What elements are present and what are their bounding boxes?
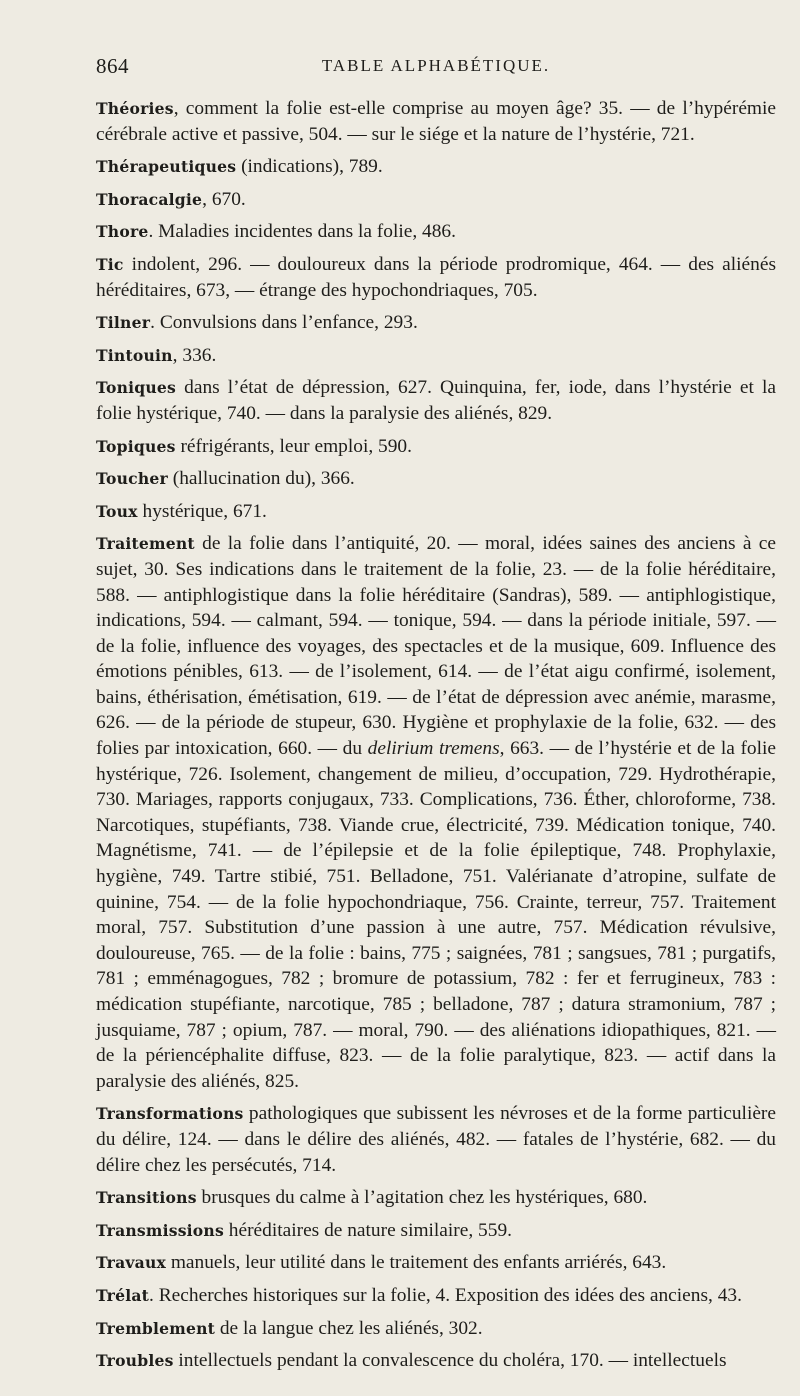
index-entry xyxy=(96,1218,776,1244)
index-entries xyxy=(96,96,776,1374)
entry-term: Thoracalgie xyxy=(96,189,203,209)
index-entry xyxy=(96,343,776,369)
entry-text: (indications), 789. xyxy=(236,156,383,178)
index-entry xyxy=(96,1185,776,1211)
entry-term: Théories xyxy=(96,99,174,118)
entry-text-continued: , 663. — de l’hystérie et de la folie hystérique, 726. Isolement, changement de milieu, d’occupation, 729. Hydrothérapie, 730. Mariages, rapports conjugaux, 733. Complications, 736. Éther, chloroforme, 738. Narcotiques, stupéfiants, 738. Viande crue, électricité, 739. Médication tonique, 740. Magnétisme, 741. — de l’épilepsie et de la folie épileptique, 748. Prophylaxie, hygiène, 749. Tartre stibié, 751. Belladone, 751. Valérianate d’atropine, sulfate de quinine, 754. — de la folie hypochondriaque, 756. Crainte, terreur, 757. Traitement moral, 757. Substitution d’une passion à une autre, 757. Médication révulsive, douloureuse, 765. — de la folie : bains, 775 ; saignées, 781 ; sangsues, 781 ; purgatifs, 781 ; emménagogues, 782 ; bromure de potassium, 782 : fer et ferrugineux, 783 : médication stupéfiante, narcotique, 785 ; belladone, 787 ; datura stramonium, 787 ; jusquiame, 787 ; opium, 787. — moral, 790. — des aliénations idiopathiques, 821. — de la périencéphalite diffuse, 823. — de la folie paralytique, 823. — actif dans la paralysie des aliénés, 825. xyxy=(96,738,776,1092)
entry-text: de la langue chez les aliénés, 302. xyxy=(215,1317,483,1339)
entry-italic-text: delirium tremens xyxy=(367,738,500,760)
entry-term: Troubles xyxy=(96,1351,174,1371)
index-entry xyxy=(96,252,776,303)
entry-term: Toucher xyxy=(96,469,168,489)
entry-text: héréditaires de nature similaire, 559. xyxy=(223,1219,512,1241)
entry-term: Transitions xyxy=(96,1188,197,1208)
entry-term: Tintouin xyxy=(96,345,173,365)
entry-term: Travaux xyxy=(96,1253,166,1273)
index-entry xyxy=(96,1283,776,1309)
entry-text: manuels, leur utilité dans le traitement des enfants arriérés, 643. xyxy=(166,1252,667,1274)
page-header xyxy=(96,54,776,78)
index-entry xyxy=(96,434,776,460)
entry-term: Toniques xyxy=(96,378,177,398)
entry-term: Tremblement xyxy=(96,1318,216,1338)
entry-term: Transmissions xyxy=(96,1220,224,1240)
entry-term: Thore xyxy=(96,222,149,242)
running-head: TABLE ALPHABÉTIQUE. xyxy=(321,56,551,75)
index-entry xyxy=(96,466,776,492)
entry-text: dans l’état de dépression, 627. Quinquina, fer, iode, dans l’hystérie et la folie hystérique, 740. — dans la paralysie des aliénés, 829. xyxy=(96,377,776,424)
index-entry xyxy=(96,499,776,525)
entry-text: , 336. xyxy=(172,344,217,366)
entry-term: Tilner xyxy=(96,313,151,333)
entry-term: Traitement xyxy=(96,534,195,554)
index-entry xyxy=(96,1250,776,1276)
entry-text: intellectuels pendant la convalescence du choléra, 170. — intellectuels xyxy=(173,1350,727,1372)
index-entry xyxy=(96,96,776,147)
index-entry xyxy=(96,531,776,1094)
page-number: 864 xyxy=(96,54,129,78)
entry-term: Tic xyxy=(96,254,124,274)
entry-text: , comment la folie est-elle comprise au moyen âge? 35. — de l’hypérémie cérébrale active et passive, 504. — sur le siége et la nature de l’hystérie, 721. xyxy=(96,98,776,145)
entry-text: hystérique, 671. xyxy=(137,500,267,522)
index-entry xyxy=(96,187,776,213)
entry-term: Thérapeutiques xyxy=(96,157,237,177)
index-entry xyxy=(96,1316,776,1342)
index-entry xyxy=(96,1348,776,1374)
entry-text: indolent, 296. — douloureux dans la période prodromique, 464. — des aliénés héréditaires, 673, — étrange des hypochondriaques, 705. xyxy=(96,253,776,301)
entry-text: , 670. xyxy=(202,188,246,210)
index-entry xyxy=(96,310,776,336)
entry-text: . Convulsions dans l’enfance, 293. xyxy=(150,312,418,334)
index-entry xyxy=(96,1101,776,1178)
entry-term: Trélat xyxy=(96,1285,150,1305)
entry-text: de la folie dans l’antiquité, 20. — moral, idées saines des anciens à ce sujet, 30. Ses indications dans le traitement de la folie, 23. — de la folie héréditaire, 588. — antiphlogistique dans la folie héréditaire (Sandras), 589. — antiphlogistique, indications, 594. — calmant, 594. — tonique, 594. — dans la période initiale, 597. — de la folie, influence des voyages, des spectacles et de la musique, 609. Influence des émotions pénibles, 613. — de l’isolement, 614. — de l’état aigu confirmé, isolement, bains, éthérisation, émétisation, 619. — de l’état de dépression avec anémie, marasme, 626. — de la période de stupeur, 630. Hygiène et prophylaxie de la folie, 632. — des folies par intoxication, 660. — du xyxy=(96,533,776,760)
entry-text: réfrigérants, leur emploi, 590. xyxy=(175,435,412,457)
entry-text: pathologiques que subissent les névroses et de la forme particulière du délire, 124. — dans le délire des aliénés, 482. — fatales de l’hystérie, 682. — du délire chez les persécutés, 714. xyxy=(96,1103,776,1176)
entry-text: brusques du calme à l’agitation chez les hystériques, 680. xyxy=(196,1187,648,1209)
entry-term: Transformations xyxy=(96,1104,244,1124)
index-entry xyxy=(96,375,776,426)
entry-text: (hallucination du), 366. xyxy=(167,468,355,490)
index-entry xyxy=(96,154,776,180)
entry-text: . Recherches historiques sur la folie, 4. Exposition des idées des anciens, 43. xyxy=(149,1284,742,1306)
entry-term: Toux xyxy=(96,501,138,521)
entry-term: Topiques xyxy=(96,436,176,456)
index-entry xyxy=(96,219,776,245)
entry-text: . Maladies incidentes dans la folie, 486. xyxy=(148,221,456,243)
